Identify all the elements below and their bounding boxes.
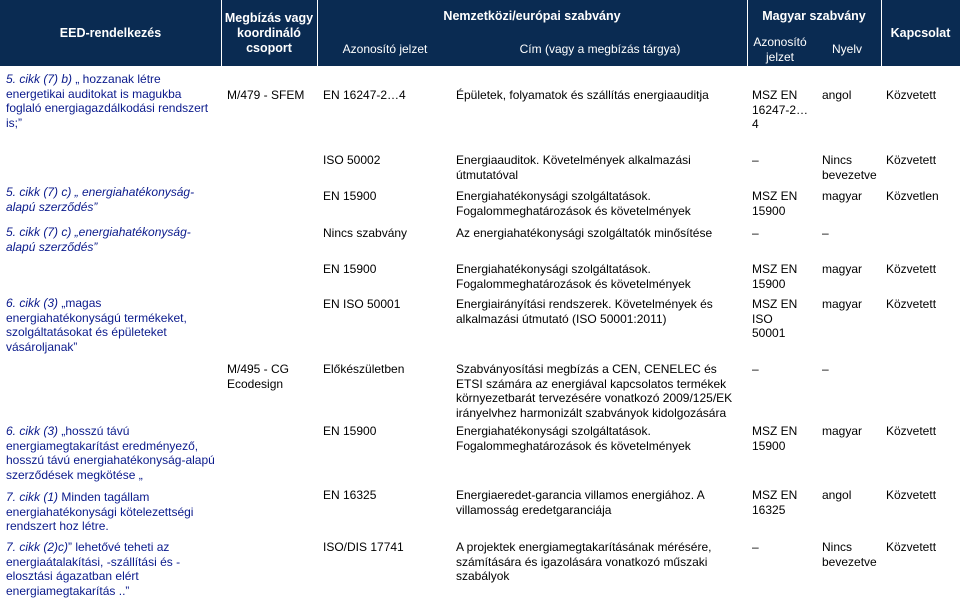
- standard-id: EN 15900: [323, 189, 377, 203]
- language: magyar: [822, 189, 863, 203]
- standard-title: Energiaauditok. Követelmények alkalmazási útmutatóval: [456, 153, 691, 182]
- standard-title: Energiahatékonysági szolgáltatások. Fogalommeghatározások és követelmények: [456, 189, 691, 218]
- hu-standard-id: –: [752, 362, 759, 376]
- link-type: Közvetlen: [886, 189, 939, 203]
- provision-ref: 5. cikk (7) c): [6, 225, 72, 239]
- standard-id: EN 16247-2…4: [323, 88, 406, 102]
- provision-ref: 5. cikk (7) c): [6, 185, 72, 199]
- standard-id: EN 16325: [323, 488, 377, 502]
- header-hu-standard: Magyar szabvány: [747, 0, 881, 33]
- subheader-title: Cím (vagy a megbízás tárgya): [453, 33, 747, 66]
- link-type: Közvetett: [886, 424, 937, 438]
- link-type: Közvetett: [886, 297, 937, 311]
- provision-item: [6, 72, 216, 131]
- provision-ref: 6. cikk (3): [6, 296, 59, 310]
- standard-title: Energiahatékonysági szolgáltatások. Fogalommeghatározások és követelmények: [456, 424, 691, 453]
- standard-title: Az energiahatékonysági szolgáltatók minősítése: [456, 226, 713, 240]
- hu-standard-id: MSZ EN ISO 50001: [752, 297, 798, 341]
- language: magyar: [822, 262, 863, 276]
- hu-standard-id: –: [752, 226, 759, 240]
- subheader-lang: Nyelv: [813, 33, 881, 66]
- standard-title: Energiahatékonysági szolgáltatások. Fogalommeghatározások és követelmények: [456, 262, 691, 291]
- subheader-id: Azonosító jelzet: [317, 33, 453, 66]
- header-divider: [881, 0, 882, 66]
- header-divider: [221, 0, 222, 66]
- provision-text: „hosszú távú energiamegtakarítást eredményező, hosszú távú energiahatékonyság-alapú szerződések megkötése „: [6, 424, 215, 482]
- hu-standard-id: –: [752, 540, 759, 554]
- header-link: Kapcsolat: [881, 0, 960, 66]
- link-type: Közvetett: [886, 153, 937, 167]
- language: magyar: [822, 424, 863, 438]
- language: magyar: [822, 297, 863, 311]
- provision-text: „magas energiahatékonyságú termékeket, szolgáltatásokat és épületeket vásároljanak”: [6, 296, 187, 354]
- hu-standard-id: MSZ EN 16325: [752, 488, 798, 517]
- standard-id: Nincs szabvány: [323, 226, 408, 240]
- hu-standard-id: –: [752, 153, 759, 167]
- standard-title: Energiaeredet-garancia villamos energiához. A villamosság eredetgaranciája: [456, 488, 705, 517]
- link-type: Közvetett: [886, 488, 937, 502]
- provision-text: „ energiahatékonyság-alapú szerződés”: [6, 185, 195, 214]
- provision-text: ” lehetővé teheti az energiaátalakítási, -szállítási és -elosztási ágazatban elért energiamegtakarítás ..”: [6, 540, 181, 598]
- language: Nincs bevezetve: [822, 540, 877, 569]
- header-intl-standard: Nemzetközi/európai szabvány: [317, 0, 747, 33]
- provision-ref: 7. cikk (1): [6, 490, 59, 504]
- standard-id: Előkészületben: [323, 362, 405, 376]
- standard-id: ISO/DIS 17741: [323, 540, 404, 554]
- provision-item: [6, 296, 211, 355]
- provision-ref: 6. cikk (3): [6, 424, 59, 438]
- provision-ref: 5. cikk (7) b): [6, 72, 73, 86]
- provision-item: [6, 185, 216, 214]
- mandate-label: M/479 - SFEM: [227, 88, 305, 102]
- standard-id: EN 15900: [323, 262, 377, 276]
- standard-title: Épületek, folyamatok és szállítás energiaauditja: [456, 88, 709, 102]
- provision-item: [6, 540, 216, 599]
- hu-standard-id: MSZ EN 15900: [752, 189, 798, 218]
- language: –: [822, 362, 829, 376]
- standard-id: EN ISO 50001: [323, 297, 401, 311]
- standard-title: A projektek energiamegtakarításának mérésére, számítására és igazolására vonatkozó műszaki szabályok: [456, 540, 712, 584]
- standard-id: EN 15900: [323, 424, 377, 438]
- header-divider: [747, 0, 748, 66]
- standard-id: ISO 50002: [323, 153, 381, 167]
- provision-text: Minden tagállam energiahatékonysági kötelezettségi rendszert hoz létre.: [6, 490, 194, 534]
- link-type: Közvetett: [886, 262, 937, 276]
- hu-standard-id: MSZ EN 16247-2…4: [752, 88, 809, 132]
- subheader-hu-id: Azonosító jelzet: [747, 33, 813, 66]
- header-mandate: Megbízás vagy koordináló csoport: [221, 0, 317, 66]
- provision-text: „energiahatékonyság-alapú szerződés”: [6, 225, 191, 254]
- provision-text: „ hozzanak létre energetikai auditokat is magukba foglaló energiagazdálkodási rendszert is;”: [6, 72, 209, 130]
- hu-standard-id: MSZ EN 15900: [752, 424, 798, 453]
- mandate-label: M/495 - CG Ecodesign: [227, 362, 290, 391]
- language: angol: [822, 488, 852, 502]
- language: –: [822, 226, 829, 240]
- provision-item: [6, 225, 216, 254]
- language: angol: [822, 88, 852, 102]
- header-provision: EED-rendelkezés: [0, 0, 221, 66]
- standard-title: Energiairányítási rendszerek. Követelmények és alkalmazási útmutató (ISO 50001:2011): [456, 297, 713, 326]
- header-divider: [317, 0, 318, 66]
- link-type: Közvetett: [886, 540, 937, 554]
- provision-item: [6, 424, 216, 483]
- provision-item: [6, 490, 211, 534]
- language: Nincs bevezetve: [822, 153, 877, 182]
- link-type: Közvetett: [886, 88, 937, 102]
- standard-title: Szabványosítási megbízás a CEN, CENELEC és ETSI számára az energiával kapcsolatos termékek környezetbarát tervezésére vonatkozó 2009/125/EK irányelvhez harmonizált szabványok kidolgozására: [456, 362, 733, 420]
- hu-standard-id: MSZ EN 15900: [752, 262, 798, 291]
- provision-ref: 7. cikk (2)c): [6, 540, 69, 554]
